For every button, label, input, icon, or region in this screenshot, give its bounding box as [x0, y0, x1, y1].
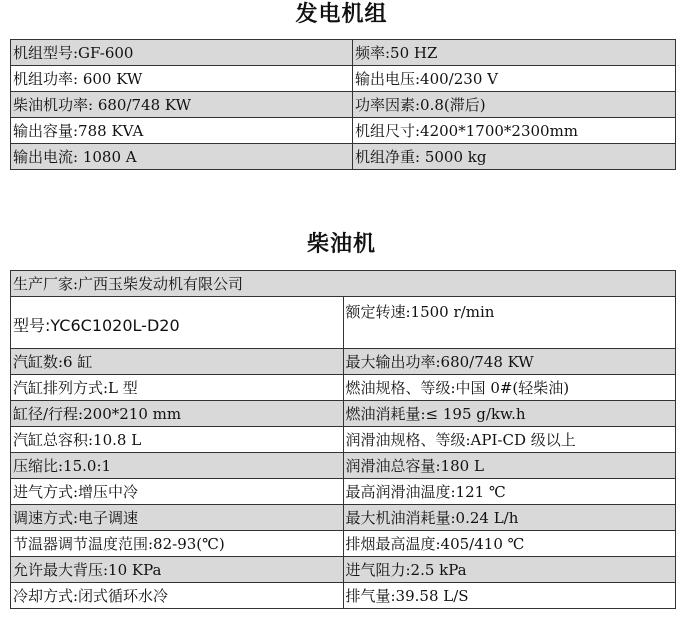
- table-row: [11, 427, 676, 453]
- table-row: [11, 531, 676, 557]
- generator-spec-table: [10, 39, 676, 170]
- spec-cell: 燃油规格、等级:中国 0#(轻柴油): [343, 375, 676, 401]
- table-row: [11, 40, 676, 66]
- table-row: [11, 349, 676, 375]
- spec-cell: 输出电流: 1080 A: [11, 144, 353, 170]
- spec-cell: 润滑油总容量:180 L: [343, 453, 676, 479]
- spec-cell: 频率:50 HZ: [353, 40, 676, 66]
- spec-cell: 缸径/行程:200*210 mm: [11, 401, 344, 427]
- table-row: [11, 505, 676, 531]
- spec-cell: 润滑油规格、等级:API-CD 级以上: [343, 427, 676, 453]
- spec-cell: 机组净重: 5000 kg: [353, 144, 676, 170]
- spec-cell: 机组尺寸:4200*1700*2300mm: [353, 118, 676, 144]
- spec-cell: 机组型号:GF-600: [11, 40, 353, 66]
- spec-cell: 排烟最高温度:405/410 ℃: [343, 531, 676, 557]
- spec-cell: 柴油机功率: 680/748 KW: [11, 92, 353, 118]
- diesel-engine-title: 柴油机: [306, 232, 376, 257]
- table-row: [11, 297, 676, 349]
- spec-cell: 最大输出功率:680/748 KW: [343, 349, 676, 375]
- table-row: [11, 401, 676, 427]
- spec-cell: 输出电压:400/230 V: [353, 66, 676, 92]
- spec-cell: 汽缸数:6 缸: [11, 349, 344, 375]
- spec-cell: 冷却方式:闭式循环水冷: [11, 583, 344, 609]
- spec-cell: 机组功率: 600 KW: [11, 66, 353, 92]
- table-row: [11, 375, 676, 401]
- table-row: [11, 92, 676, 118]
- table-row: [11, 583, 676, 609]
- model-cell: [11, 297, 344, 349]
- spec-cell: 汽缸总容积:10.8 L: [11, 427, 344, 453]
- generator-set-title: 发电机组: [295, 2, 388, 27]
- rated-speed-label: 额定转速:1500 r/min: [345, 303, 495, 321]
- table-row: [11, 557, 676, 583]
- table-row: [11, 66, 676, 92]
- table-row: [11, 144, 676, 170]
- spec-cell: 燃油消耗量:≤ 195 g/kw.h: [343, 401, 676, 427]
- spec-cell: 最高润滑油温度:121 ℃: [343, 479, 676, 505]
- manufacturer-cell: 生产厂家:广西玉柴发动机有限公司: [11, 271, 676, 297]
- spec-cell: 节温器调节温度范围:82-93(℃): [11, 531, 344, 557]
- spec-cell: 汽缸排列方式:L 型: [11, 375, 344, 401]
- model-label: 型号:YC6C1020L-D20: [13, 316, 180, 335]
- table-row: [11, 479, 676, 505]
- rated-speed-cell: [343, 297, 676, 349]
- spec-cell: 最大机油消耗量:0.24 L/h: [343, 505, 676, 531]
- spec-cell: 允许最大背压:10 KPa: [11, 557, 344, 583]
- spec-cell: 进气阻力:2.5 kPa: [343, 557, 676, 583]
- spec-cell: 调速方式:电子调速: [11, 505, 344, 531]
- table-row: [11, 271, 676, 297]
- engine-spec-table: [10, 270, 676, 609]
- table-row: [11, 453, 676, 479]
- spec-cell: 压缩比:15.0:1: [11, 453, 344, 479]
- spec-cell: 排气量:39.58 L/S: [343, 583, 676, 609]
- spec-cell: 进气方式:增压中冷: [11, 479, 344, 505]
- table-row: [11, 118, 676, 144]
- spec-cell: 输出容量:788 KVA: [11, 118, 353, 144]
- spec-cell: 功率因素:0.8(滞后): [353, 92, 676, 118]
